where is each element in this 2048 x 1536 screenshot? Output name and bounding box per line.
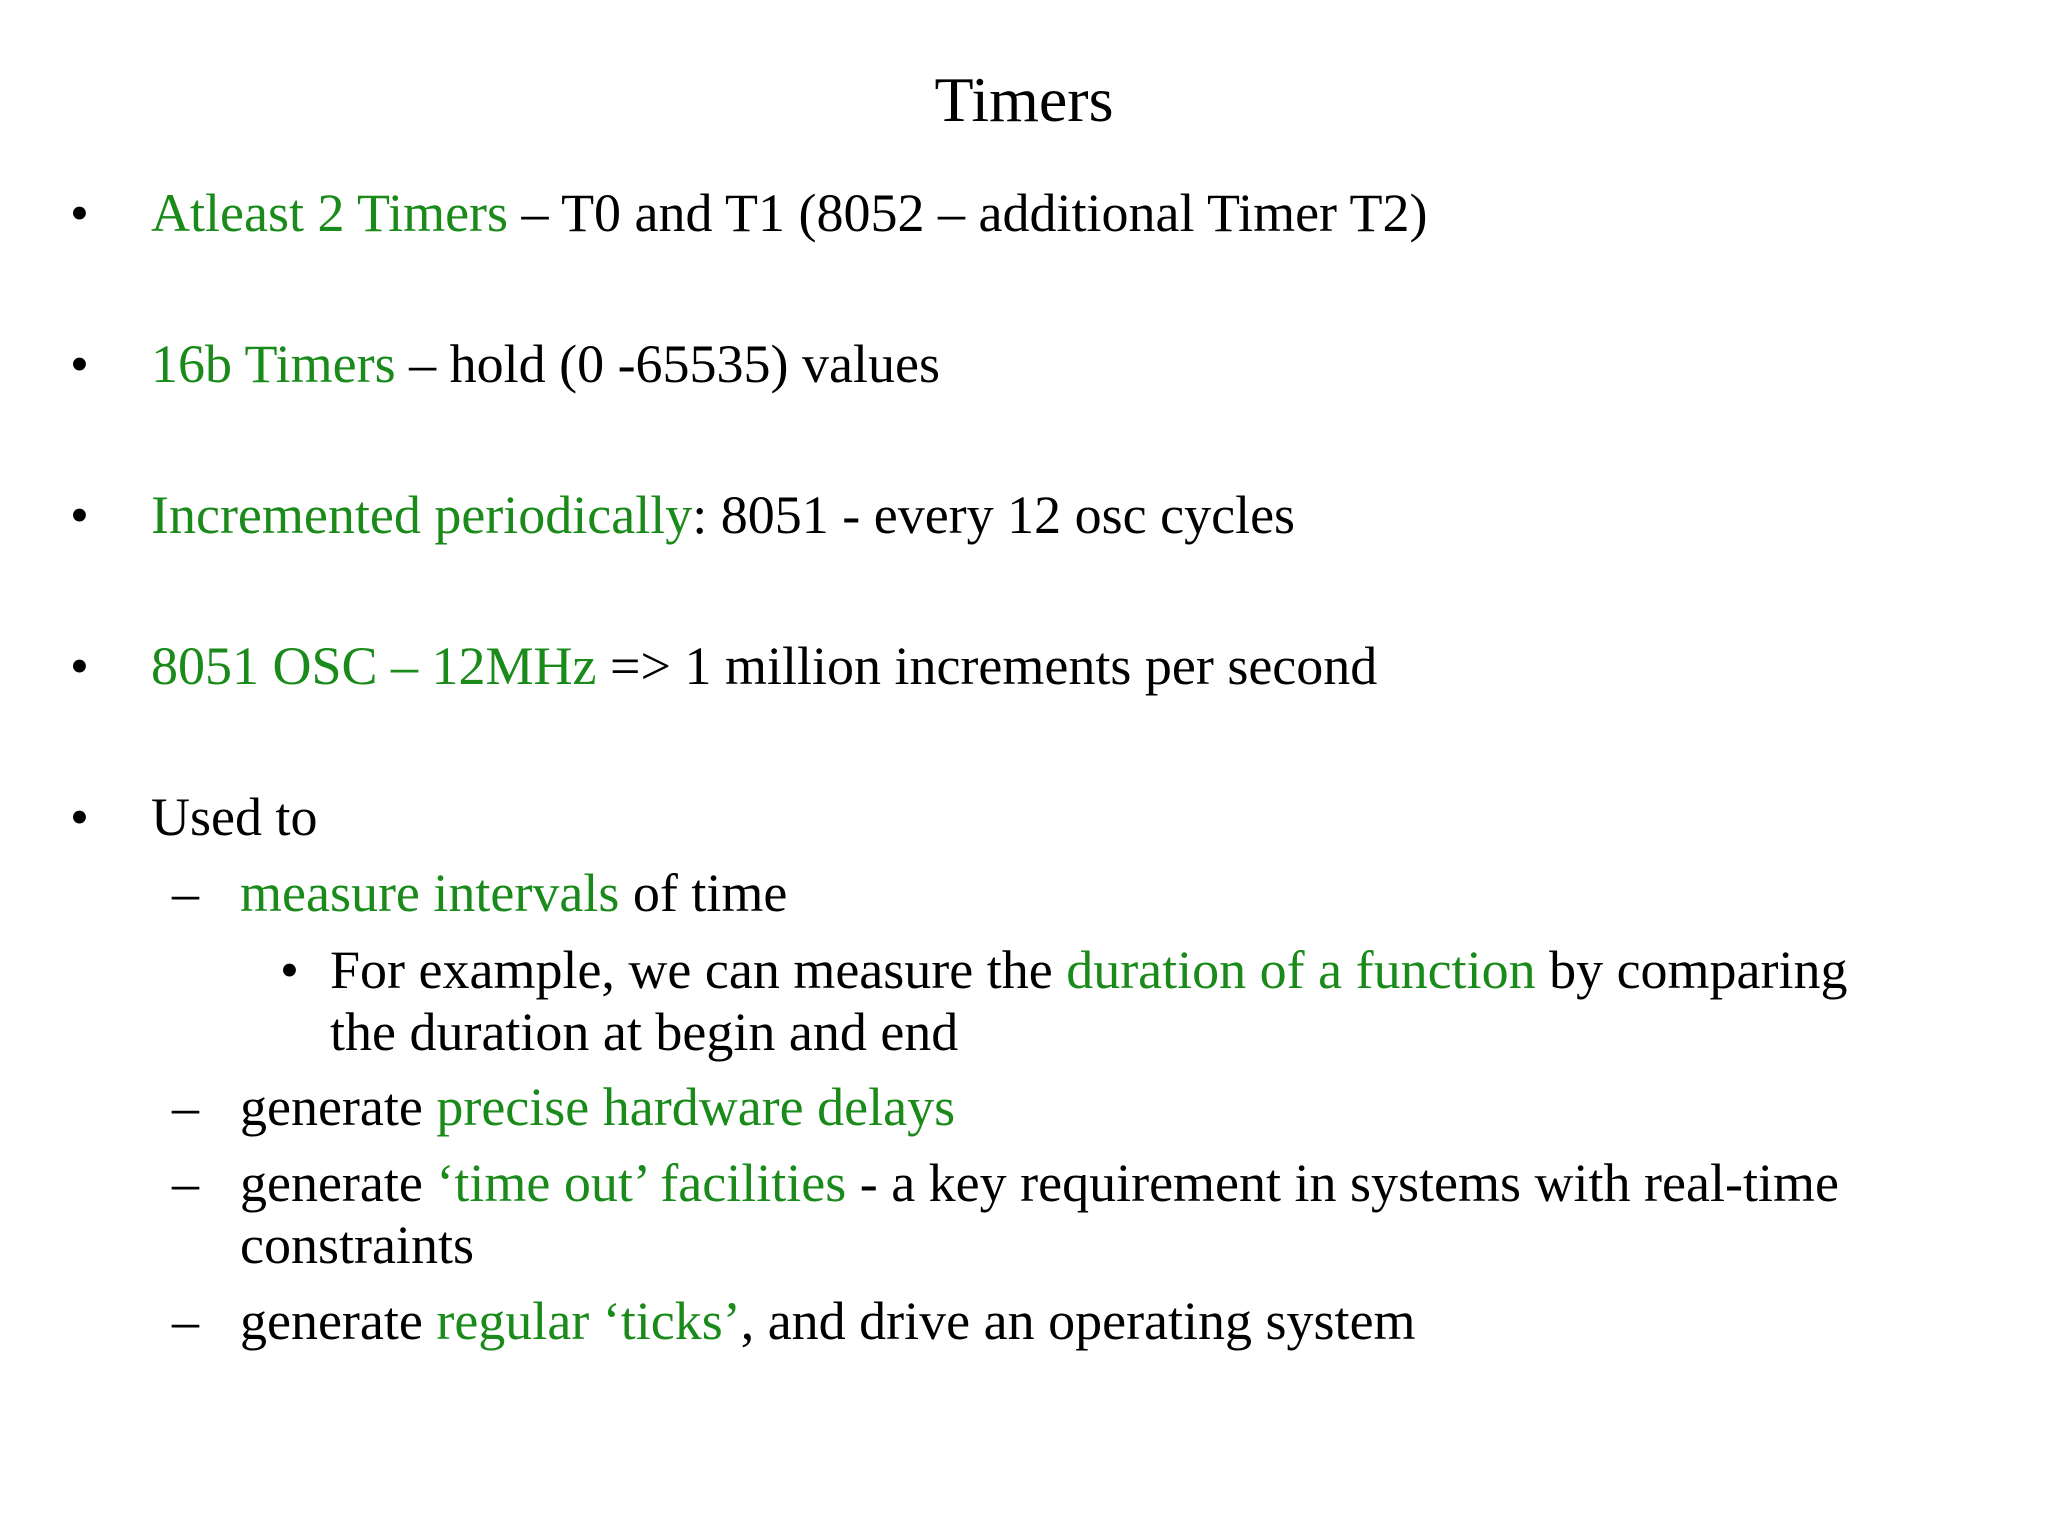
body-text: : 8051 - every 12 osc cycles [692, 485, 1296, 545]
bullet-used-to: Used to [151, 787, 318, 847]
highlight-text: Incremented periodically [151, 485, 693, 545]
body-text: by comparing [1535, 940, 1848, 1000]
bullet-marker: • [70, 334, 89, 394]
bullet-oscillator [151, 635, 1377, 697]
body-text: of time [619, 863, 788, 923]
bullet-marker: • [280, 940, 299, 1000]
highlight-text: 16b Timers [151, 334, 396, 394]
highlight-text: ‘time out’ facilities [436, 1153, 847, 1213]
body-text: - a key requirement in systems with real-time [846, 1153, 1839, 1213]
bullet-marker: • [70, 485, 89, 545]
body-text: => 1 million increments per second [596, 636, 1378, 696]
subitem-time-out-continued: constraints [240, 1215, 474, 1275]
body-text: For example, we can measure the [330, 940, 1067, 1000]
highlight-text: regular ‘ticks’ [436, 1291, 741, 1351]
dash-marker: – [172, 863, 199, 923]
body-text: – T0 and T1 (8052 – additional Timer T2) [508, 183, 1428, 243]
slide-title: Timers [934, 64, 1114, 135]
bullet-marker: • [70, 787, 89, 847]
bullet-timers-count [151, 182, 1428, 244]
body-text: generate [240, 1077, 437, 1137]
subitem-regular-ticks [240, 1290, 1416, 1352]
bullet-marker: • [70, 183, 89, 243]
highlight-text: Atleast 2 Timers [151, 183, 509, 243]
bullet-increment [151, 484, 1295, 546]
dash-marker: – [172, 1291, 199, 1351]
body-text: , and drive an operating system [740, 1291, 1416, 1351]
body-text: generate [240, 1153, 437, 1213]
bullet-timer-width [151, 333, 940, 395]
bullet-marker: • [70, 636, 89, 696]
subitem-time-out [240, 1152, 1839, 1214]
highlight-text: duration of a function [1066, 940, 1536, 1000]
body-text: generate [240, 1291, 437, 1351]
example-line-1 [330, 939, 1848, 1001]
dash-marker: – [172, 1077, 199, 1137]
highlight-text: measure intervals [240, 863, 620, 923]
body-text: – hold (0 -65535) values [395, 334, 940, 394]
highlight-text: precise hardware delays [436, 1077, 956, 1137]
example-line-2: the duration at begin and end [330, 1002, 959, 1062]
subitem-measure-intervals [240, 862, 787, 924]
dash-marker: – [172, 1153, 199, 1213]
subitem-hardware-delays [240, 1076, 955, 1138]
highlight-text: 8051 OSC – 12MHz [151, 636, 597, 696]
